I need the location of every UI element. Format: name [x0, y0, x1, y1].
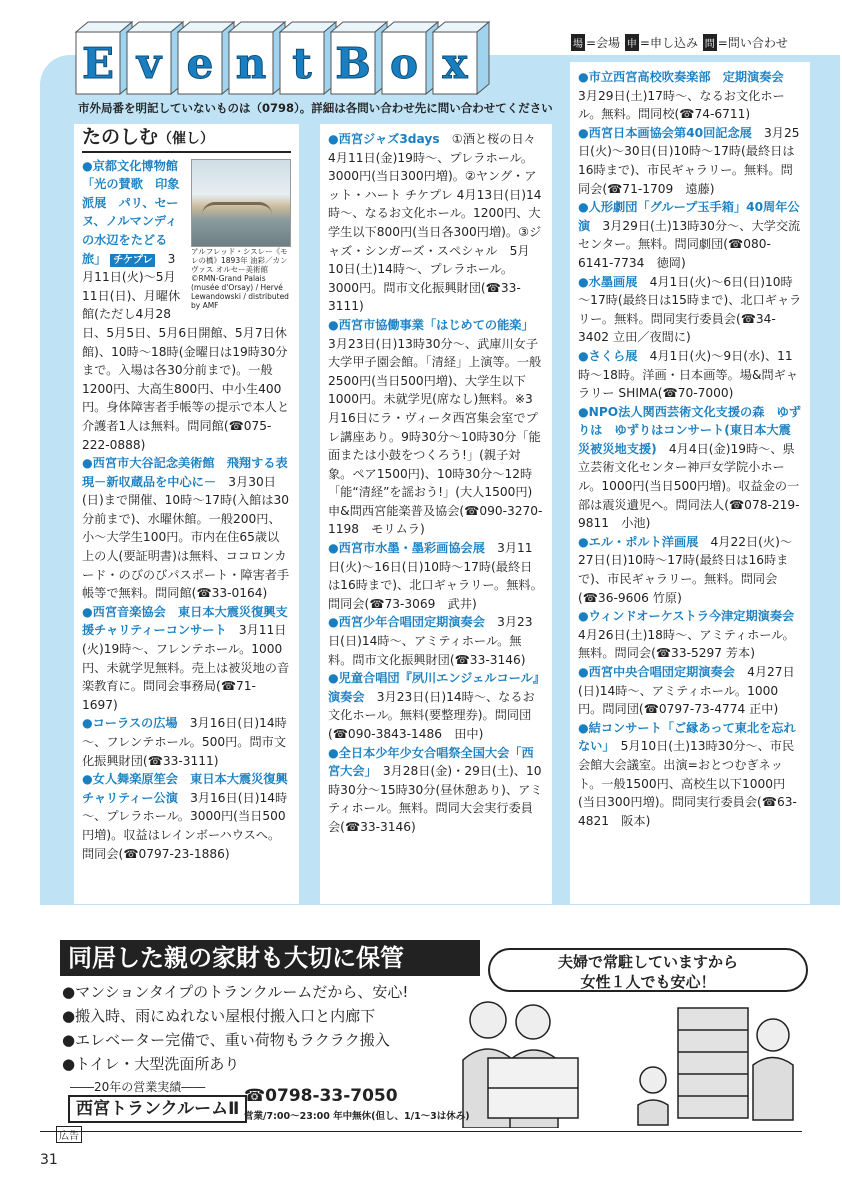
event-details: 3月11日(火)～5月11日(日)、月曜休館(ただし4月28日、5月5日、5月6日開館、5月7日休館)、10時～18時(金曜日は19時30分まで。入場は各30分前まで)。一般1200円、大高生800円、中小生400円。身体障害者手帳等の提示で本人と介護者1人は無料。問同館(☎075-222-0888) [82, 251, 290, 452]
event-title: ●西宮市大谷記念美術館 飛翔する表現－新収蔵品を中心に－ [82, 456, 288, 489]
event-title: ●女人舞楽原笙会 東日本大震災復興チャリティー公演 [82, 772, 288, 805]
event-title: ●市立西宮高校吹奏楽部 定期演奏会 [578, 70, 784, 84]
event-item [578, 68, 802, 124]
column-1-events [82, 157, 291, 864]
event-details: 4月27日(日)14時～、アミティホール。1000円。問同団(☎0797-73-4774 正中) [578, 665, 795, 717]
apply-key: 申 [625, 34, 639, 51]
event-details: 4月4日(金)19時～、県立芸術文化センター神戸女学院小ホール。1000円(当日500円増)。収益金の一部は震災遺児へ。問同法人(☎078-219-9811 小池) [578, 441, 800, 531]
shop-hours: 営業/7:00～23:00 年中無休(但し、1/1～3は休み) [244, 1111, 470, 1122]
event-item [82, 454, 291, 603]
logo-letter: x [442, 39, 468, 88]
event-details: 3月16日(日)14時～、プレラホール。3000円(当日500円増)。収益はレインボーハウスへ。問同会(☎0797-23-1886) [82, 790, 288, 861]
event-item [82, 714, 291, 770]
ad-headline: 同居した親の家財も大切に保管 [60, 940, 480, 976]
event-title: ●NPO法人関西芸術文化支援の森 ゆずりは ゆずりはコンサート(東日本大震災被災地支援) [578, 404, 801, 456]
event-item [578, 533, 802, 607]
event-details: 3月16日(日)14時～、フレンテホール。500円。問市文化振興財団(☎33-3111) [82, 716, 287, 768]
logo-cube [477, 22, 489, 94]
bubble-line-2: 女性１人でも安心！ [580, 973, 716, 991]
event-title: ●全日本少年少女合唱祭全国大会「西宮大会」 [328, 745, 534, 779]
legend [570, 34, 788, 51]
shop-name: 西宮トランクルームⅡ [68, 1095, 247, 1123]
years-in-business: ――20年の営業実績―― [70, 1080, 206, 1094]
shop-phone: ☎0798-33-7050 [244, 1086, 398, 1106]
event-title: ●水墨画展 [578, 274, 638, 289]
eventbox-logo [72, 20, 492, 98]
event-details: 5月10日(土)13時30分～、市民会館大会議室。出演=おとつむぎネット。一般1500円、高校生以下1000円(当日300円増)。問同実行委員会(☎63-4821 阪本) [578, 739, 797, 828]
column-3-events [578, 68, 802, 830]
event-item [578, 403, 802, 533]
event-item [578, 663, 802, 719]
event-title: ●西宮市水墨・墨彩画協会展 [328, 541, 485, 556]
ad-point: ●エレベーター完備で、重い荷物もラクラク搬入 [62, 1031, 390, 1049]
venue-legend: =会場 [586, 36, 621, 50]
event-title: ●人形劇団「グループ玉手箱」40周年公演 [578, 200, 800, 233]
event-item [328, 316, 544, 539]
venue-key: 場 [571, 34, 585, 51]
logo-letter: n [235, 39, 267, 88]
event-item [328, 613, 544, 669]
event-item [328, 744, 544, 837]
event-details: ①酒と桜の日々 4月11日(金)19時～、プレラホール。3000円(当日300円増)。②ヤング・アット・ハート チケプレ 4月13日(日)14時～、なるお文化ホール。1200円、大学生以下800円(当日各300円増)。③ジャズ・シンガーズ・スペシャル 5月10日(土)14時～、プレラホール。3000円。問市文化振興財団(☎33-3111) [328, 132, 549, 314]
logo-letter: e [186, 39, 214, 88]
event-title: ●西宮ジャズ3days [328, 132, 440, 146]
event-details: 3月23日(日)13時30分～、武庫川女子大学甲子園会館。「清経」上演等。一般2500円(当日500円増)、大学生以下1000円。未就学児(席なし)無料。※3月16日にラ・ヴィータ西宮集会室でプレ講座あり。9時30分～10時30分「能面または小鼓をつくろう!」(親子対象。ペア1500円)、10時30分～12時「能“清経”を謡おう!」(大人1500円) 申&問西宮能楽普及協会(☎090-3270-1198 モリムラ) [328, 336, 543, 537]
column-2 [320, 124, 552, 904]
category-sub: （催し） [158, 131, 215, 147]
event-title: ●コーラスの広場 [82, 716, 178, 731]
event-details: 3月11日(火)19時～、フレンテホール。1000円、未就学児無料。売上は被災地の音楽教育に。問同会事務局(☎71-1697) [82, 623, 290, 712]
event-title: ●さくら展 [578, 348, 638, 363]
event-item [578, 198, 802, 272]
event-details: 3月23日(日)14時～、アミティホール。無料。問市文化振興財団(☎33-3146) [328, 615, 533, 667]
event-item [578, 347, 802, 403]
column-1 [74, 124, 299, 904]
logo-letter: t [292, 39, 312, 88]
ad-point: ●搬入時、雨にぬれない屋根付搬入口と内廊下 [62, 1007, 376, 1025]
event-details: 3月25日(火)～30日(日)10時～17時(最終日は16時まで)、市民ギャラリー。無料。問同会(☎71-1709 遠藤) [578, 125, 800, 196]
event-item [82, 157, 291, 455]
event-title: ●京都文化博物館「光の賛歌 印象派展 パリ、セーヌ、ノルマンディの水辺をたどる旅」 [82, 158, 180, 266]
event-item [328, 669, 544, 743]
divider [40, 1131, 802, 1132]
ad-points [62, 980, 408, 1076]
event-title: ●西宮少年合唱団定期演奏会 [328, 615, 485, 630]
event-details: 3月29日(土)13時30分～、大学交流センター。無料。問同劇団(☎080-6141-7734 徳岡) [578, 218, 801, 270]
event-details: 4月22日(火)～27日(日)10時～17時(最終日は16時まで)、市民ギャラリー。無料。問同会(☎36-9606 竹原) [578, 534, 793, 605]
painting-photo [191, 159, 291, 310]
ad-point: ●トイレ・大型洗面所あり [62, 1055, 240, 1073]
category-title: たのしむ [82, 126, 159, 148]
event-details: 3月29日(土)17時～、なるお文化ホール。無料。問同校(☎74-6711) [578, 88, 785, 122]
event-title: ●結コンサート「ご縁あって東北を忘れない」 [578, 720, 796, 754]
ad-point: ●マンションタイプのトランクルームだから、安心! [62, 983, 409, 1001]
event-title: ●西宮中央合唱団定期演奏会 [578, 665, 735, 679]
inquiry-key: 問 [703, 34, 717, 51]
logo-letter: E [81, 39, 115, 88]
logo-letter: B [335, 39, 371, 88]
event-item [578, 607, 802, 663]
event-details: 3月11日(火)～16日(日)10時～17時(最終日は16時まで)、北口ギャラリー。無料。問同会(☎73-3069 武井) [328, 541, 543, 611]
event-title: ●エル・ポルト洋画展 [578, 534, 699, 549]
event-title: ●西宮市協働事業「はじめての能楽」 [328, 317, 528, 332]
page-number: 31 [40, 1152, 58, 1168]
column-2-events [328, 130, 549, 837]
category-heading [82, 128, 291, 153]
couple-illustration [418, 980, 808, 1128]
event-title: ●ウィンドオーケストラ今津定期演奏会 [578, 609, 795, 624]
inquiry-legend: =問い合わせ [717, 36, 788, 50]
area-code-notice: 市外局番を明記していないものは（0798）。詳細は各問い合わせ先に問い合わせてください [78, 101, 553, 115]
ticket-present-badge: チケプレ [110, 254, 155, 267]
event-title: ●西宮日本画協会第40回記念展 [578, 125, 752, 140]
logo-letter: v [136, 39, 162, 88]
bubble-line-1: 夫婦で常駐していますから [557, 953, 738, 971]
event-details: 4月26日(土)18時～、アミティホール。無料。問同会(☎33-5297 芳本) [578, 627, 795, 661]
event-item [328, 130, 549, 316]
ad-label: 広告 [56, 1126, 82, 1143]
event-item [82, 770, 291, 863]
logo-letter: o [389, 39, 419, 88]
event-details: 3月28日(金)・29日(土)、10時30分～15時30分(昼休憩あり)、アミティホール。無料。問同大会実行委員会(☎33-3146) [328, 764, 543, 834]
apply-legend: =申し込み [639, 36, 698, 50]
photo-caption: アルフレッド・シスレー《モレの橋》1893年 油彩／カンヴァス オルセー美術館 ©RMN-Grand Palais (musée d'Orsay) / Hervé Lewandowski / distributed by AMF [191, 246, 289, 310]
event-item [578, 124, 802, 198]
column-3 [570, 62, 810, 904]
event-title: ●児童合唱団『夙川エンジェルコール』演奏会 [328, 671, 539, 704]
event-item [328, 539, 544, 613]
event-details: 3月30日(日)まで開催、10時～17時(入館は30分前まで)、水曜休館。一般200円、小～大学生100円。市内在住65歳以上の人(要証明書)は無料、ココロンカード・のびのびパスポート・障害者手帳等で無料。問同館(☎33-0164) [82, 474, 290, 601]
event-item [578, 273, 802, 347]
event-details: 3月23日(日)14時～、なるお文化ホール。無料(要整理券)。問同団(☎090-3843-1486 田中) [328, 689, 535, 741]
event-details: 4月1日(火)～6日(日)10時～17時(最終日は15時まで)、北口ギャラリー。無料。問同実行委員会(☎34-3402 立田／夜間に) [578, 274, 802, 345]
event-item [82, 603, 291, 715]
event-item [578, 719, 802, 831]
event-title: ●西宮音楽協会 東日本大震災復興支援チャリティーコンサート [82, 604, 288, 638]
event-details: 4月1日(火)～9日(水)、11時～18時。洋画・日本画等。場&問ギャラリー SHIMA(☎70-7000) [578, 348, 799, 401]
painting-image [191, 159, 291, 247]
